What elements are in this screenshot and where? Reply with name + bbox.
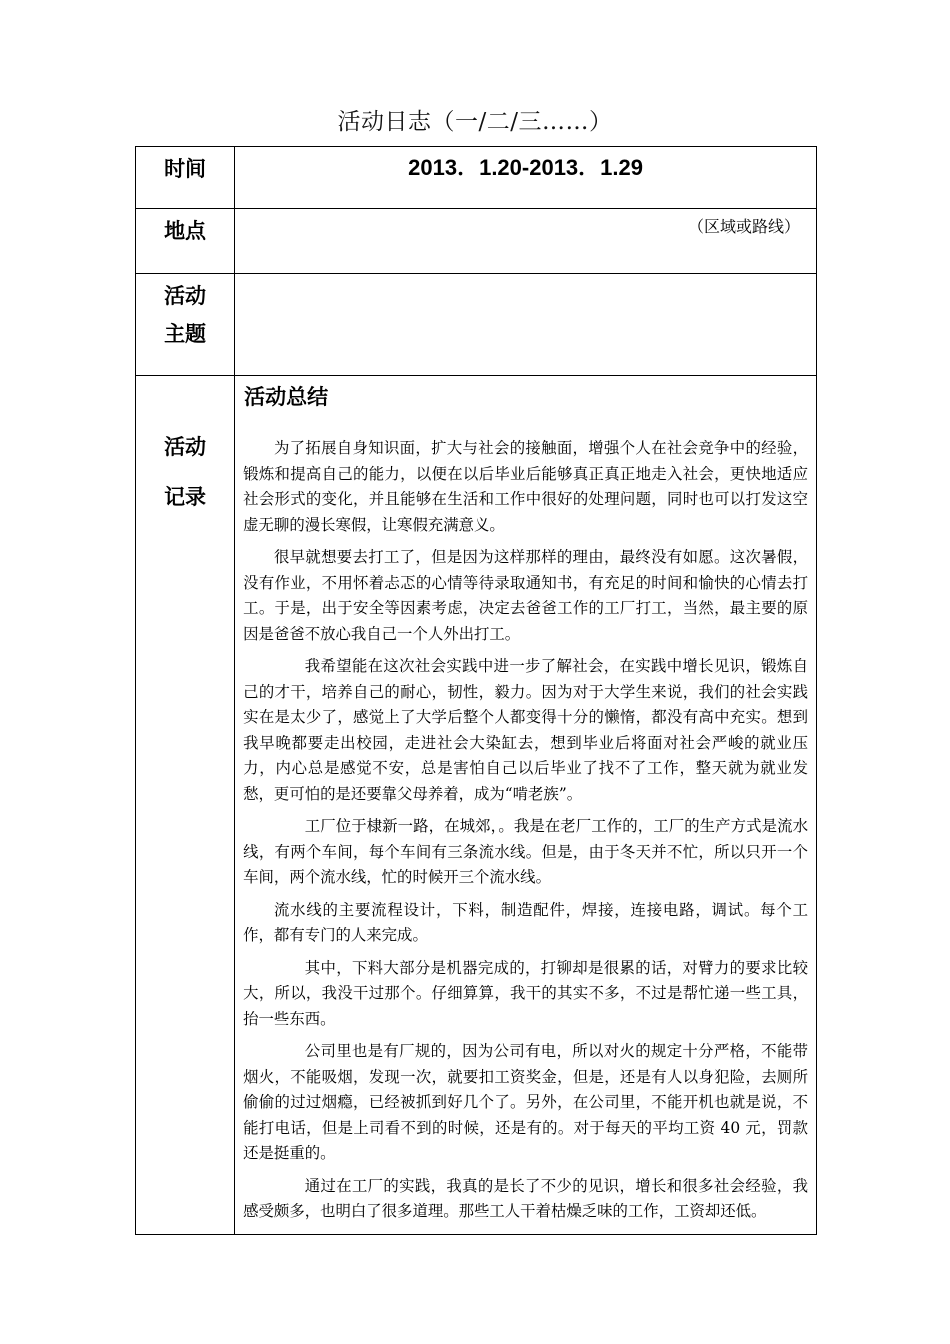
time-label: 时间 [164,157,207,181]
record-paragraph: 为了拓展自身知识面，扩大与社会的接触面，增强个人在社会竞争中的经验，锻炼和提高自己的能力，以便在以后毕业后能够真正真正地走入社会，更快地适应社会形式的变化，并且能够在生活和工作中很好的处理问题，同时也可以打发这空虚无聊的漫长寒假，让寒假充满意义。 [243,439,808,534]
time-value: 2013．1.20-2013．1.29 [408,155,643,180]
record-label-line1: 活动 [164,435,207,459]
record-paragraph: 工厂位于棣新一路，在城郊，。我是在老厂工作的，工厂的生产方式是流水线，有两个车间，每个车间有三条流水线。但是，由于冬天并不忙，所以只开一个车间，两个流水线，忙的时候开三个流水线。 [243,817,808,886]
record-paragraph: 我希望能在这次社会实践中进一步了解社会，在实践中增长见识，锻炼自己的才干，培养自己的耐心，韧性，毅力。因为对于大学生来说，我们的社会实践实在是太少了，感觉上了大学后整个人都变得十分的懒惰，都没有高中充实。想到我早晚都要走出校园，走进社会大染缸去，想到毕业后将面对社会严峻的就业压力，内心总是感觉不安，总是害怕自己以后毕业了找不了工作，整天就为就业发愁，更可怕的是还要靠父母养着，成为“啃老族”。 [243,657,808,803]
theme-row [136,274,817,376]
theme-label [136,274,234,354]
record-paragraph: 公司里也是有厂规的，因为公司有电，所以对火的规定十分严格，不能带烟火，不能吸烟，发现一次，就要扣工资奖金，但是，还是有人以身犯险，去厕所偷偷的过过烟瘾，已经被抓到好几个了。另外，在公司里，不能开机也就是说，不能打电话，但是上司看不到的时候，还是有的。对于每天的平均工资 40 元，罚款还是挺重的。 [243,1042,808,1162]
record-heading: 活动总结 [244,385,329,409]
record-body [235,412,816,1225]
record-paragraph: 很早就想要去打工了，但是因为这样那样的理由，最终没有如愿。这次暑假，没有作业，不用怀着忐忑的心情等待录取通知书，有充足的时间和愉快的心情去打工。于是，出于安全等因素考虑，决定去爸爸工作的工厂打工，当然，最主要的原因是爸爸不放心我自己一个人外出打工。 [243,548,808,643]
record-paragraph: 通过在工厂的实践，我真的是长了不少的见识，增长和很多社会经验，我感受颇多，也明白了很多道理。那些工人干着枯燥乏味的工作，工资却还低。 [243,1176,808,1220]
theme-label-line2: 主题 [164,322,207,346]
time-label-cell [136,147,235,209]
place-label: 地点 [164,219,207,243]
place-value-cell [235,209,817,274]
record-row [136,376,817,1235]
activity-log-table [135,146,817,1235]
record-label-line2: 记录 [164,485,207,509]
record-label-cell [136,376,235,1235]
record-paragraph: 其中，下料大部分是机器完成的，打铆却是很累的话，对臂力的要求比较大，所以，我没干过那个。仔细算算，我干的其实不多，不过是帮忙递一些工具，抬一些东西。 [243,958,808,1028]
time-value-cell [235,147,817,209]
theme-value-cell [235,274,817,376]
record-paragraph: 流水线的主要流程设计，下料，制造配件，焊接，连接电路，调试。每个工作，都有专门的人来完成。 [243,900,808,944]
place-row [136,209,817,274]
theme-label-line1: 活动 [164,284,207,308]
record-content-cell [235,376,817,1235]
page-title: 活动日志（一/二/三……） [337,109,613,135]
theme-label-cell [136,274,235,376]
record-label [136,376,234,522]
place-hint: （区域或路线） [687,217,800,236]
time-row [136,147,817,209]
place-label-cell [136,209,235,274]
